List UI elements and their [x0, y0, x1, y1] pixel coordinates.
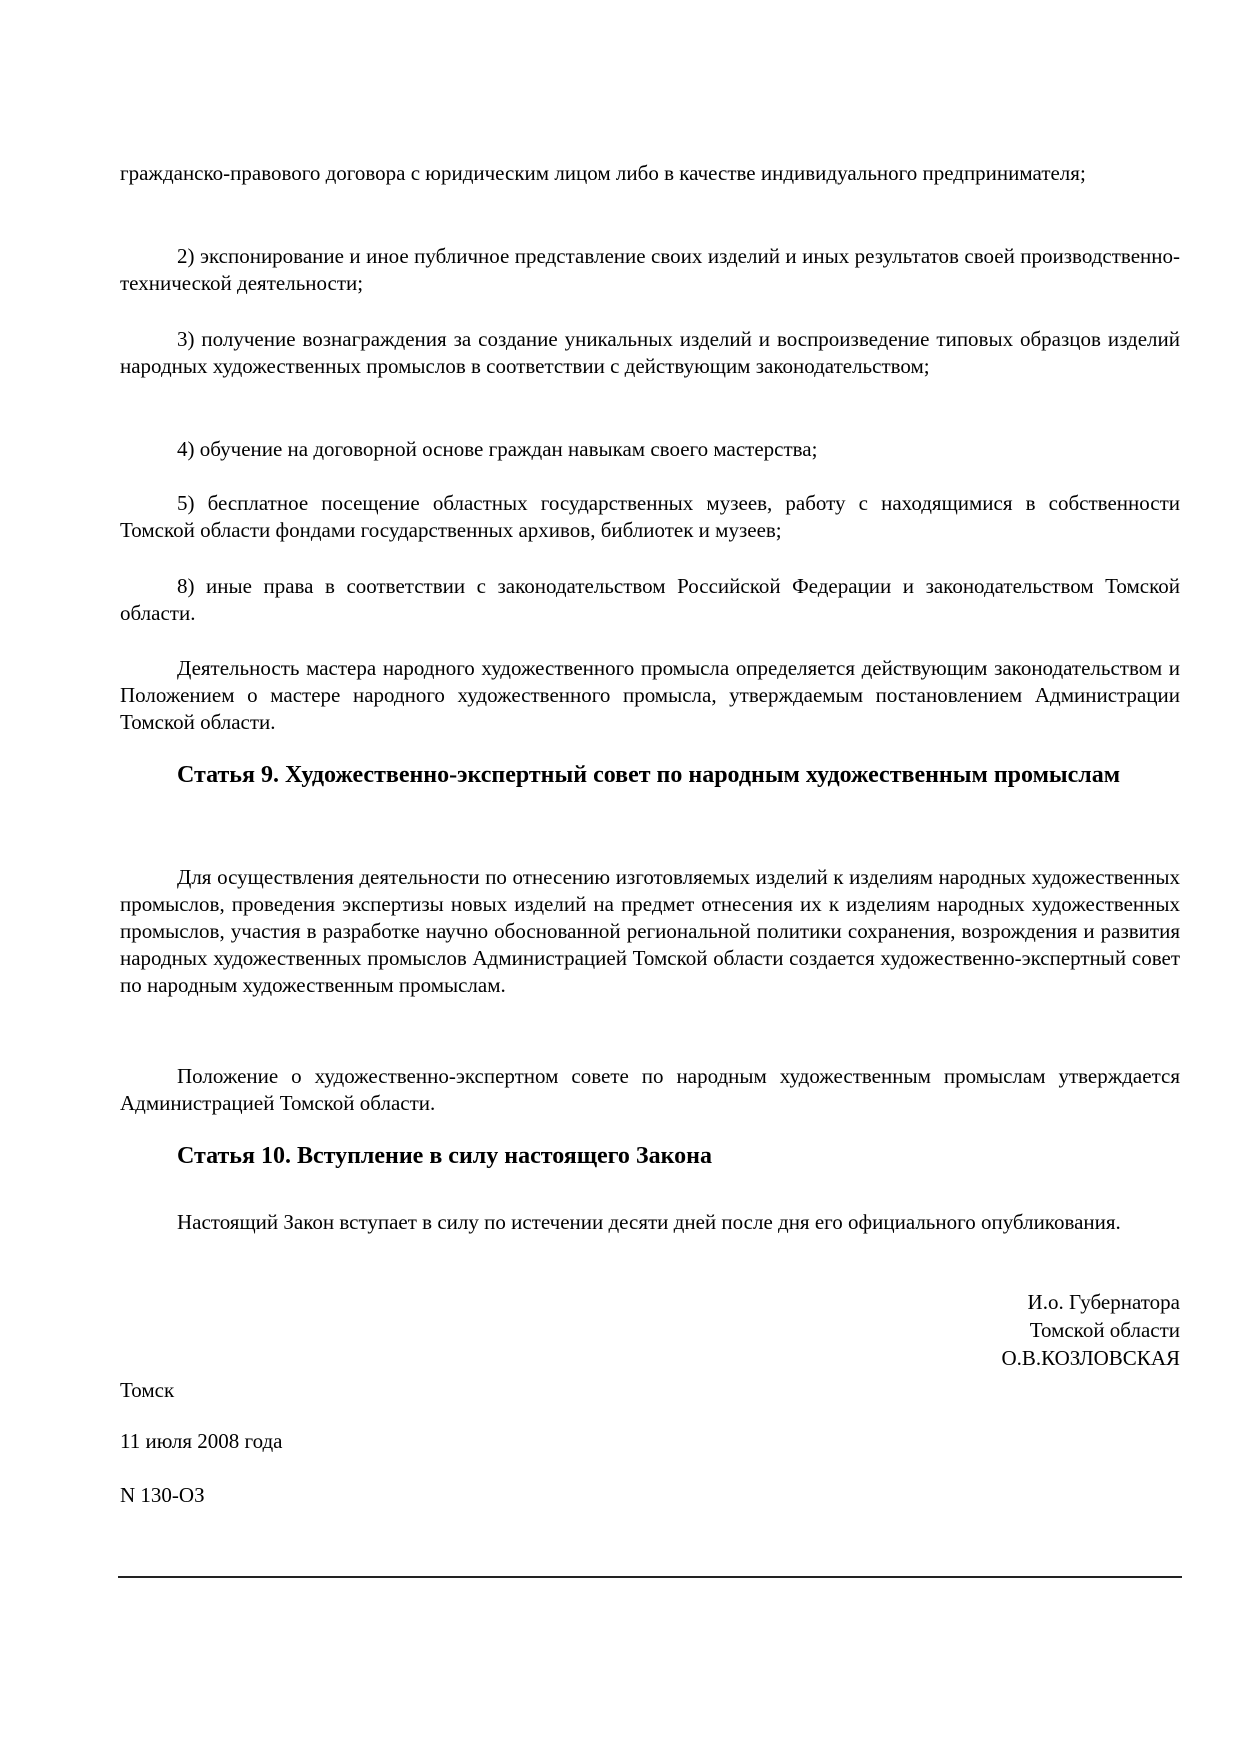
paragraph-item-3: 3) получение вознаграждения за создание уникальных изделий и воспроизведение типовых образцов изделий народных художественных промыслов в соответствии с действующим законодательством; — [120, 327, 1180, 378]
article-10-heading: Статья 10. Вступление в силу настоящего Закона — [177, 1143, 712, 1169]
footer-number: N 130-ОЗ — [120, 1483, 205, 1507]
footer-divider — [118, 1576, 1182, 1578]
footer-city: Томск — [120, 1378, 175, 1402]
article-9-paragraph-1: Для осуществления деятельности по отнесению изготовляемых изделий к изделиям народных художественных промыслов, проведения экспертизы новых изделий на предмет отнесения их к изделиям народных художественных промыслов, участия в разработке научно обоснованной региональной политики сохранения, возрождения и развития народных художественных промыслов Администрацией Томской области создается художественно-экспертный совет по народным художественным промыслам. — [120, 865, 1180, 997]
paragraph-item-2: 2) экспонирование и иное публичное представление своих изделий и иных результатов своей производственно-технической деятельности; — [120, 244, 1180, 295]
signature-block — [780, 1288, 1180, 1372]
signature-title: И.о. Губернатора — [1027, 1290, 1180, 1314]
footer-date: 11 июля 2008 года — [120, 1429, 283, 1453]
paragraph-item-4: 4) обучение на договорной основе граждан навыкам своего мастерства; — [177, 437, 818, 461]
article-10-paragraph-1: Настоящий Закон вступает в силу по истечении десяти дней после дня его официального опубликования. — [177, 1210, 1121, 1234]
article-9-paragraph-2: Положение о художественно-экспертном совете по народным художественным промыслам утверждается Администрацией Томской области. — [120, 1064, 1180, 1115]
signature-name: О.В.КОЗЛОВСКАЯ — [1001, 1346, 1180, 1370]
paragraph-item-8: 8) иные права в соответствии с законодательством Российской Федерации и законодательством Томской области. — [120, 574, 1180, 625]
paragraph-activity: Деятельность мастера народного художественного промысла определяется действующим законодательством и Положением о мастере народного художественного промысла, утверждаемым постановлением Администрации Томской области. — [120, 656, 1180, 734]
paragraph-continuation: гражданско-правового договора с юридическим лицом либо в качестве индивидуального предпринимателя; — [120, 161, 1086, 185]
article-9-heading: Статья 9. Художественно-экспертный совет по народным художественным промыслам — [177, 762, 1121, 788]
paragraph-item-5: 5) бесплатное посещение областных государственных музеев, работу с находящимися в собственности Томской области фондами государственных архивов, библиотек и музеев; — [120, 491, 1180, 542]
signature-region: Томской области — [1029, 1318, 1180, 1342]
